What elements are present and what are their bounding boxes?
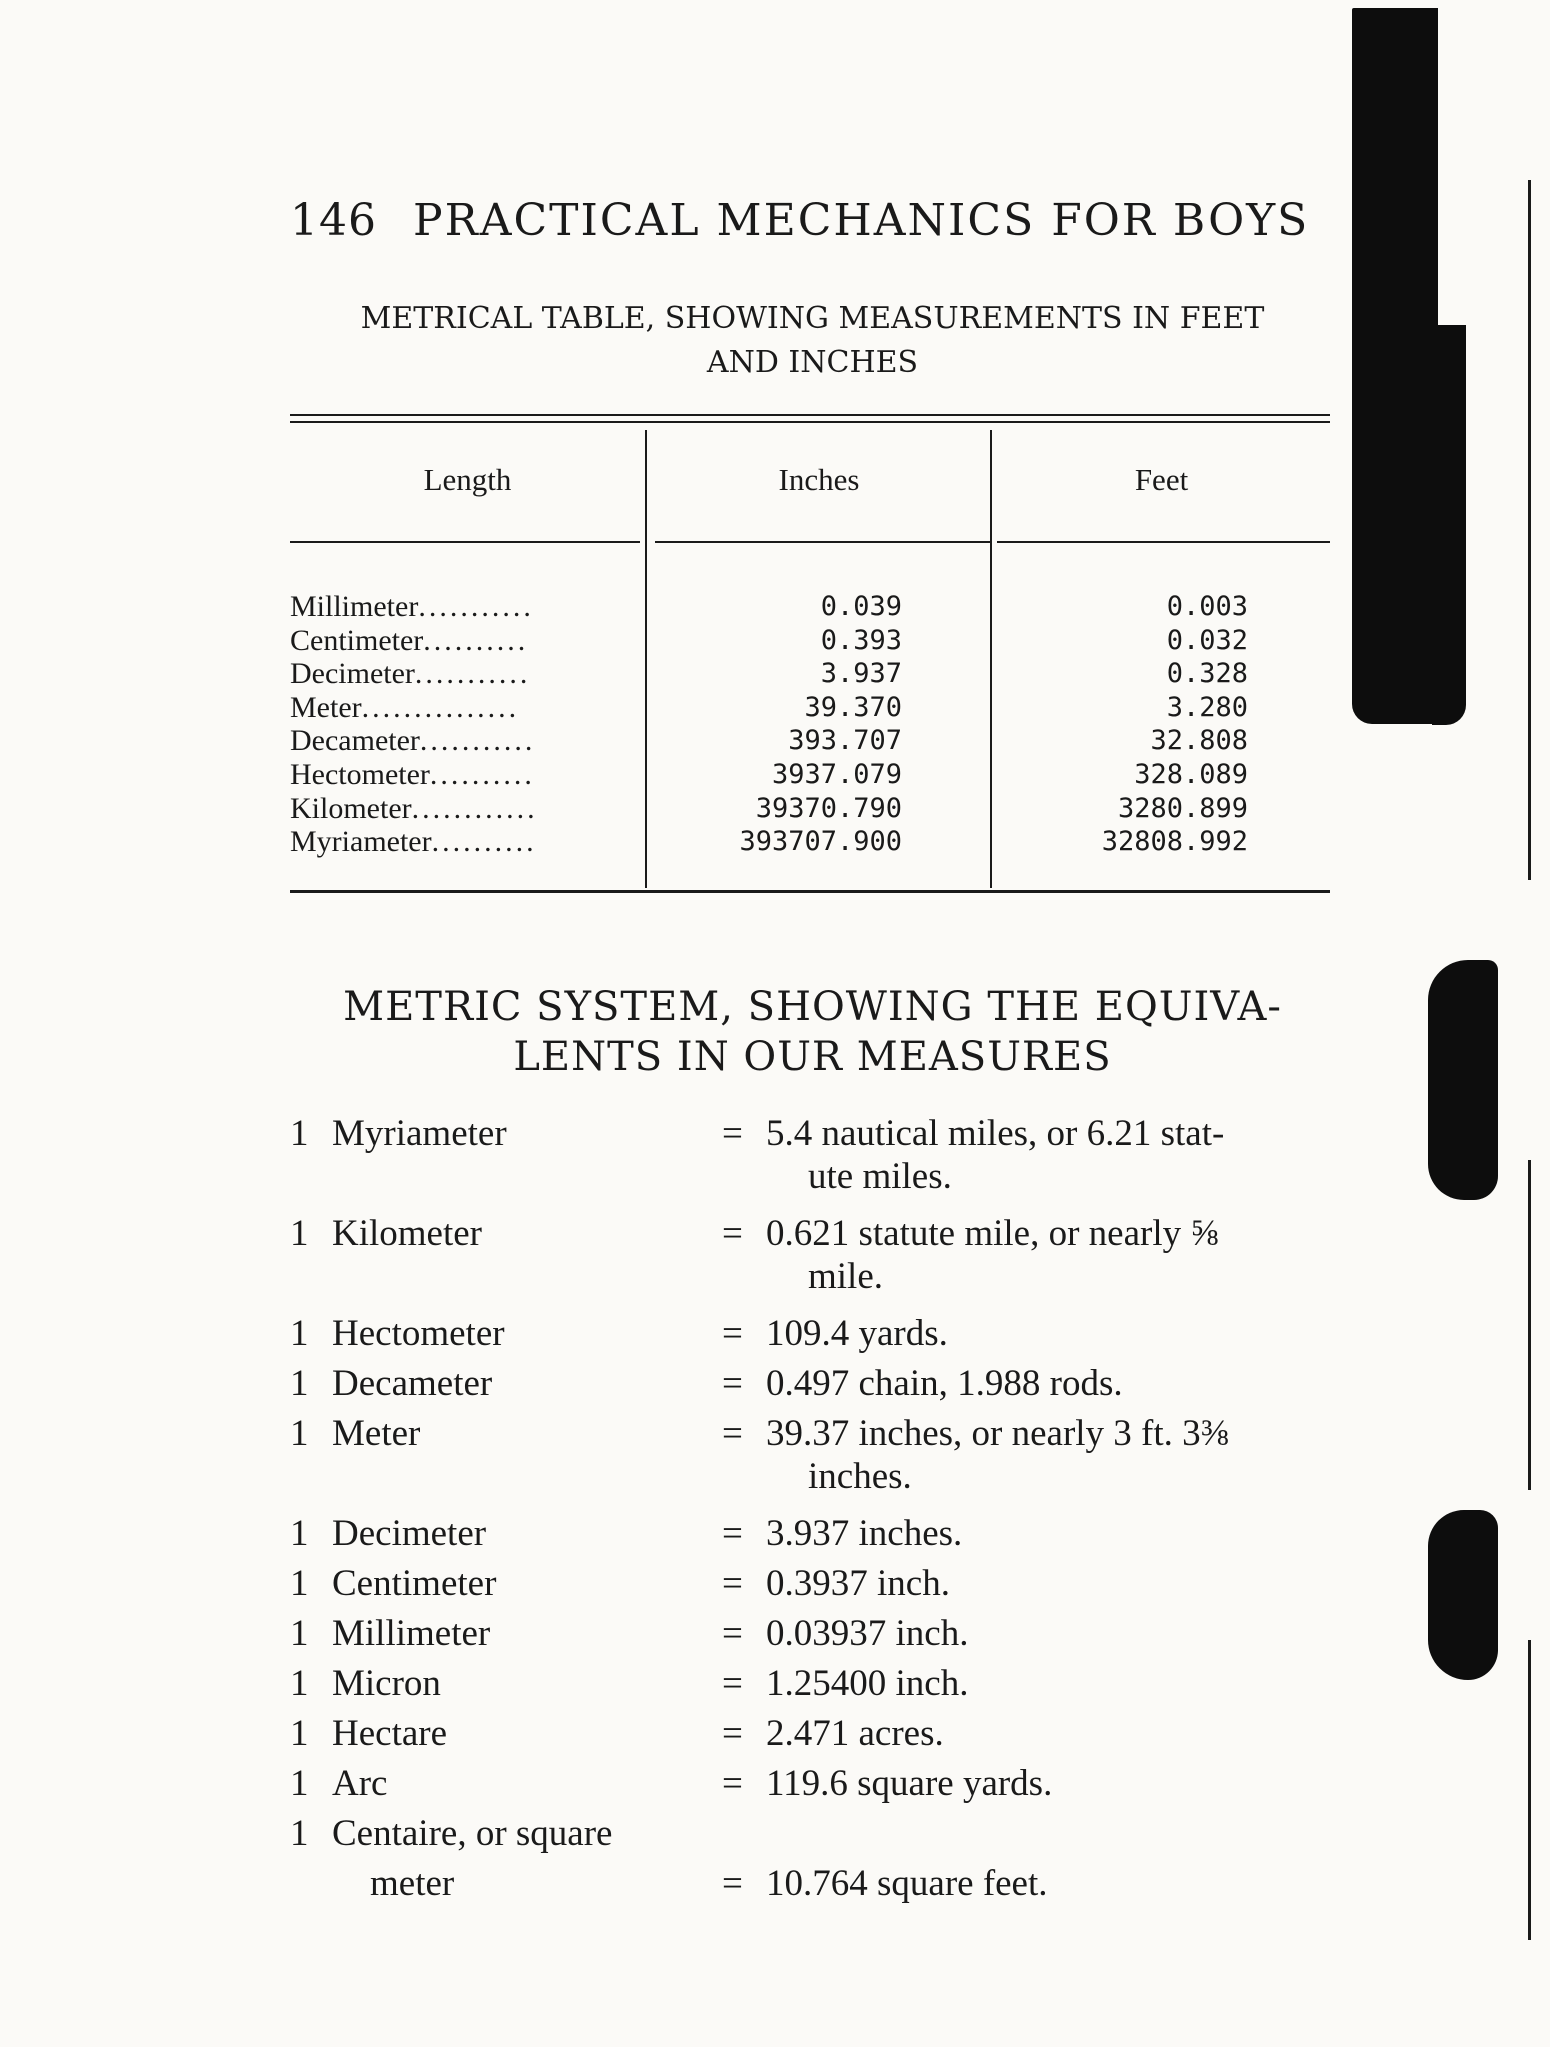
entry-unit: Myriameter <box>332 1113 507 1154</box>
table-row <box>290 691 640 725</box>
table-caption <box>290 297 1335 385</box>
running-header <box>290 195 1340 246</box>
length-name: Centimeter <box>290 623 424 657</box>
inches-cell: 3937.079 <box>771 758 902 790</box>
column-divider <box>990 430 992 888</box>
entry-value: 119.6 square yards. <box>766 1763 1053 1804</box>
feet-cell: 3280.899 <box>1117 792 1248 824</box>
length-name: Decimeter <box>290 657 415 691</box>
entry-quantity: 1 <box>290 1213 309 1254</box>
page-number: 146 <box>290 195 377 246</box>
table-row <box>290 624 640 658</box>
entry-quantity: 1 <box>290 1663 309 1704</box>
entry-unit: Millimeter <box>332 1613 491 1654</box>
page-edge-line <box>1528 1160 1531 1490</box>
entry-value: 3.937 inches. <box>766 1513 963 1554</box>
equals-sign: = <box>722 1313 743 1354</box>
length-name: Millimeter <box>290 590 419 623</box>
binding-shadow <box>1432 325 1466 725</box>
entry-value: 0.497 chain, 1.988 rods. <box>766 1363 1123 1404</box>
entry-quantity: 1 <box>290 1813 309 1854</box>
inches-cell: 0.393 <box>820 624 902 656</box>
entry-unit: Meter <box>332 1413 421 1454</box>
table-row <box>290 657 640 691</box>
dot-leader: .......... <box>429 757 535 791</box>
dot-leader: .......... <box>423 623 529 657</box>
section-heading <box>290 982 1335 1082</box>
dot-leader: ........... <box>418 590 534 623</box>
feet-cell: 3.280 <box>1166 691 1248 723</box>
feet-column <box>1040 590 1248 859</box>
header-underline <box>655 541 990 543</box>
entry-quantity: 1 <box>290 1513 309 1554</box>
table-top-rule <box>290 421 1330 423</box>
entry-quantity: 1 <box>290 1363 309 1404</box>
inches-cell: 0.039 <box>820 591 902 622</box>
length-name: Meter <box>290 690 362 724</box>
equals-sign: = <box>722 1413 743 1454</box>
binding-shadow <box>1352 8 1438 724</box>
entry-value <box>766 1212 1346 1298</box>
length-column <box>290 590 640 859</box>
entry-value <box>766 1412 1346 1498</box>
equivalent-entry <box>290 1812 1340 1912</box>
entry-unit-continuation: meter <box>370 1863 455 1904</box>
equals-sign: = <box>722 1713 743 1754</box>
entry-value: 0.3937 inch. <box>766 1563 950 1604</box>
table-caption-line-2: AND INCHES <box>706 345 919 380</box>
entry-value-continuation: mile. <box>808 1256 884 1297</box>
feet-cell: 32808.992 <box>1101 826 1248 858</box>
col-header-inches: Inches <box>778 462 860 497</box>
column-divider <box>645 430 647 888</box>
feet-cell: 32.808 <box>1150 725 1248 757</box>
section-heading-line-1: METRIC SYSTEM, SHOWING THE EQUIVA- <box>343 984 1282 1030</box>
dot-leader: ............ <box>411 791 538 825</box>
table-bottom-rule <box>290 890 1330 893</box>
entry-value-line: 0.621 statute mile, or nearly ⅝ <box>766 1213 1219 1254</box>
entry-unit: Hectometer <box>332 1313 505 1354</box>
entry-value-line: 5.4 nautical miles, or 6.21 stat- <box>766 1113 1225 1154</box>
entry-quantity: 1 <box>290 1713 309 1754</box>
equals-sign: = <box>722 1863 743 1904</box>
table-row <box>290 792 640 826</box>
length-name: Myriameter <box>290 825 432 859</box>
entry-value: 109.4 yards. <box>766 1313 948 1354</box>
header-underline <box>997 541 1330 543</box>
table-caption-line-1: METRICAL TABLE, SHOWING MEASUREMENTS IN FEET <box>360 301 1265 336</box>
entry-value: 0.03937 inch. <box>766 1613 969 1654</box>
entry-value-continuation: ute miles. <box>808 1156 952 1197</box>
entry-value: 2.471 acres. <box>766 1713 944 1754</box>
table-row <box>290 758 640 792</box>
inches-cell: 393707.900 <box>739 826 902 858</box>
dot-leader: ............... <box>361 690 520 724</box>
dot-leader: ........... <box>414 657 531 691</box>
feet-cell: 0.032 <box>1166 624 1248 656</box>
entry-unit: Centimeter <box>332 1563 497 1604</box>
binding-shadow <box>1428 960 1498 1200</box>
dot-leader: ........... <box>419 724 536 758</box>
length-name: Decameter <box>290 724 420 758</box>
table-row <box>290 590 640 624</box>
equals-sign: = <box>722 1113 743 1154</box>
entry-quantity: 1 <box>290 1313 309 1354</box>
entry-unit: Kilometer <box>332 1213 483 1254</box>
feet-cell: 0.328 <box>1166 658 1248 690</box>
col-header-feet: Feet <box>1134 462 1189 497</box>
entry-value-continuation: inches. <box>808 1456 912 1497</box>
entry-unit: Hectare <box>332 1713 448 1754</box>
equals-sign: = <box>722 1363 743 1404</box>
equals-sign: = <box>722 1613 743 1654</box>
inches-cell: 393.707 <box>788 725 902 757</box>
length-name: Hectometer <box>290 757 430 791</box>
entry-unit: Micron <box>332 1663 441 1704</box>
feet-cell: 328.089 <box>1134 758 1248 790</box>
page-edge-line <box>1528 1640 1531 1940</box>
equals-sign: = <box>722 1663 743 1704</box>
equals-sign: = <box>722 1563 743 1604</box>
inches-cell: 39.370 <box>804 691 902 723</box>
equals-sign: = <box>722 1213 743 1254</box>
section-heading-line-2: LENTS IN OUR MEASURES <box>513 1034 1112 1080</box>
entry-quantity: 1 <box>290 1563 309 1604</box>
entry-unit: Decameter <box>332 1363 493 1404</box>
entry-quantity: 1 <box>290 1613 309 1654</box>
dot-leader: .......... <box>431 825 537 859</box>
inches-cell: 39370.790 <box>755 792 902 824</box>
entry-quantity: 1 <box>290 1763 309 1804</box>
feet-cell: 0.003 <box>1166 591 1248 622</box>
entry-unit: Decimeter <box>332 1513 487 1554</box>
entry-unit: Centaire, or square <box>332 1813 613 1854</box>
table-top-rule <box>290 414 1330 416</box>
entry-value: 10.764 square feet. <box>766 1863 1048 1904</box>
entry-value-line: 39.37 inches, or nearly 3 ft. 3⅜ <box>766 1413 1229 1454</box>
equals-sign: = <box>722 1763 743 1804</box>
entry-unit: Arc <box>332 1763 388 1804</box>
col-header-length: Length <box>423 462 512 497</box>
entry-value: 1.25400 inch. <box>766 1663 969 1704</box>
inches-cell: 3.937 <box>820 658 902 690</box>
inches-column <box>700 590 902 859</box>
page-edge-line <box>1528 180 1531 880</box>
table-row <box>290 724 640 758</box>
table-row <box>290 825 640 859</box>
binding-shadow <box>1428 1510 1498 1680</box>
book-title: PRACTICAL MECHANICS FOR BOYS <box>412 195 1310 246</box>
header-underline <box>290 541 640 543</box>
entry-value <box>766 1112 1346 1198</box>
equals-sign: = <box>722 1513 743 1554</box>
length-name: Kilometer <box>290 791 412 825</box>
entry-quantity: 1 <box>290 1113 309 1154</box>
entry-quantity: 1 <box>290 1413 309 1454</box>
